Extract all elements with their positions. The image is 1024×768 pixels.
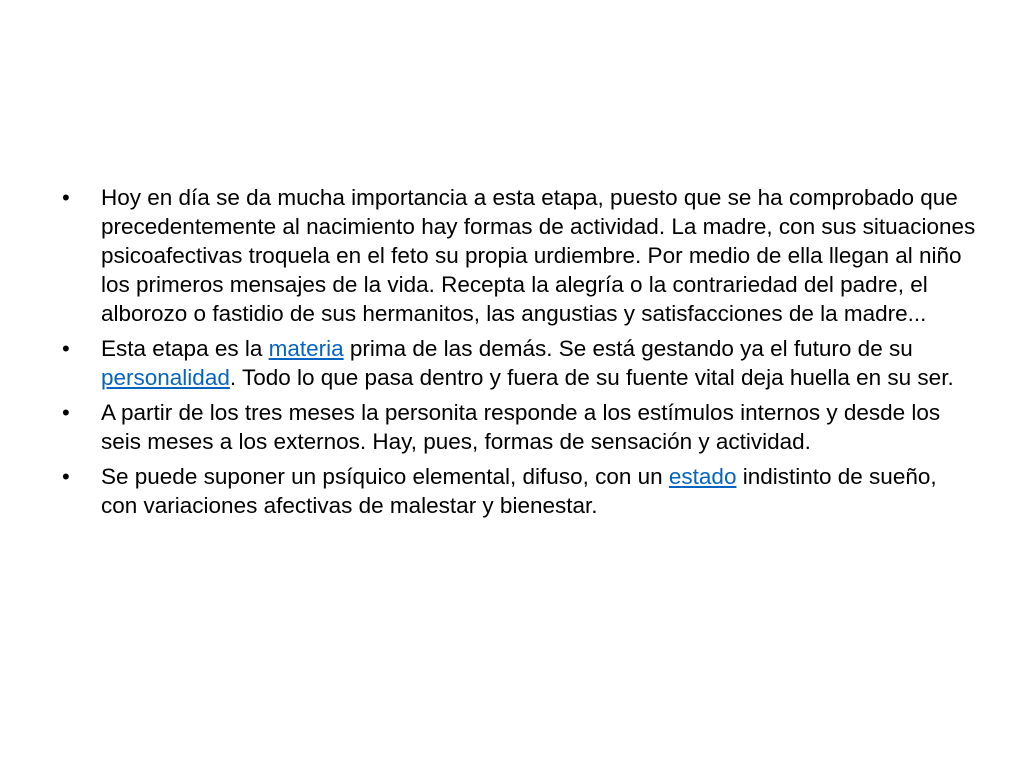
bullet-item [58, 398, 978, 456]
link-materia[interactable]: materia [268, 336, 344, 361]
bullet-text: prima de las demás. Se está gestando ya el futuro de su [343, 336, 913, 361]
link-estado[interactable]: estado [668, 464, 737, 489]
bullet-text: . Todo lo que pasa dentro y fuera de su fuente vital deja huella en su ser. [229, 365, 954, 390]
bullet-item [58, 183, 978, 328]
bullet-item [58, 334, 978, 392]
bullet-marker: • [62, 464, 70, 489]
bullet-marker: • [62, 336, 70, 361]
bullet-marker: • [62, 400, 70, 425]
bullet-text: Hoy en día se da mucha importancia a esta etapa, puesto que se ha comprobado que precedentemente al nacimiento hay formas de actividad. La madre, con sus situaciones psicoafectivas troquela en el feto su propia urdiembre. Por medio de ella llegan al niño los primeros mensajes de la vida. Recepta la alegría o la contrariedad del padre, el alborozo o fastidio de sus hermanitos, las angustias y satisfacciones de la madre... [101, 185, 976, 326]
bullet-text: indistinto de sueño, con variaciones afectivas de malestar y bienestar. [101, 464, 937, 518]
link-personalidad[interactable]: personalidad [101, 365, 230, 390]
bullet-text: A partir de los tres meses la personita responde a los estímulos internos y desde los seis meses a los externos. Hay, pues, formas de sensación y actividad. [101, 400, 941, 454]
bullet-text: Se puede suponer un psíquico elemental, difuso, con un [101, 464, 669, 489]
bullet-list [58, 183, 978, 526]
bullet-marker: • [62, 185, 70, 210]
bullet-item [58, 462, 978, 520]
bullet-text: Esta etapa es la [101, 336, 269, 361]
